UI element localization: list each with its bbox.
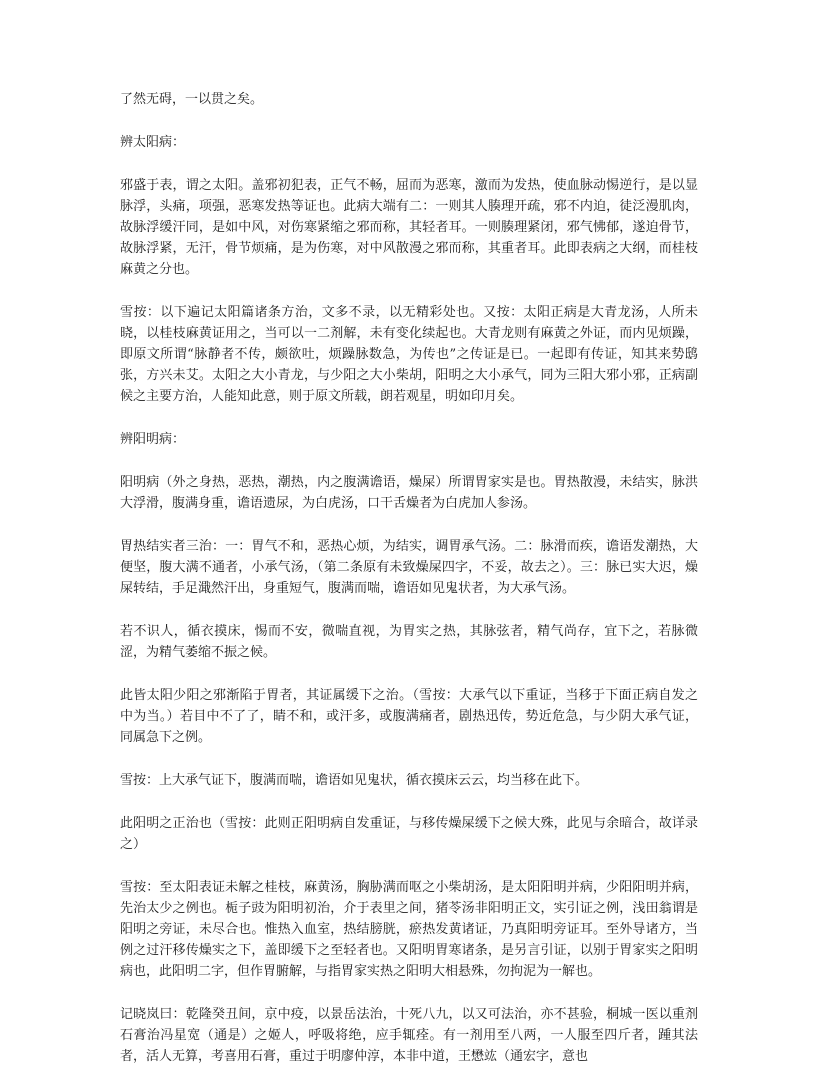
paragraph-ji-xiaolan: 记晓岚曰：乾隆癸丑间，京中疫，以景岳法治，十死八九，以又可法治，亦不甚验，桐城一医以重剂石膏治冯星宽（通是）之姬人，呼吸将绝，应手辄痊。有一剂用至八两，一人服至四斤者，踵其法者，活人无算，考喜用石膏，重过于明廖仲淳，本非中道，王懋竑（通宏字，意也 [120, 1007, 698, 1064]
paragraph-severe-signs: 若不识人，循衣摸床，惕而不安，微喘直视，为胃实之热，其脉弦者，精气尚存，宜下之，若脉微涩，为精气萎缩不振之候。 [120, 624, 698, 660]
document-body [120, 89, 698, 1089]
paragraph-xue-note-move: 雪按：上大承气证下，腹满而喘，谵语如见鬼状，循衣摸床云云，均当移在此下。 [120, 773, 589, 788]
paragraph-slow-purgation: 此皆太阳少阳之邪渐陷于胃者，其证属缓下之治。（雪按：大承气以下重证，当移于下面正病自发之中为当。）若目中不了了，睛不和，或汗多，或腹满痛者，剧热迅传，势近危急，与少阴大承气证，同属急下之例。 [120, 688, 698, 745]
paragraph-taiyang-definition: 邪盛于表，谓之太阳。盖邪初犯表，正气不畅，屈而为恶寒，激而为发热，使血脉动惕逆行，是以显脉浮，头痛，项强，恶寒发热等证也。此病大端有二：一则其人腠理开疏，邪不内迫，徒泛漫肌肉，故脉浮缓汗同，是如中风，对伤寒紧缩之邪而称，其轻者耳。一则腠理紧闭，邪气怫郁，遂迫骨节，故脉浮紧，无汗，骨节烦痛，是为伤寒，对中风散漫之邪而称，其重者耳。此即表病之大纲，而桂枝麻黄之分也。 [120, 178, 698, 277]
section-heading-taiyang: 辨太阳病： [120, 135, 186, 150]
paragraph-proper-treatment: 此阳明之正治也（雪按：此则正阳明病自发重证，与移传燥屎缓下之候大殊，此见与余暗合，故详录之） [120, 816, 698, 852]
paragraph-three-treatments: 胃热结实者三治：一：胃气不和，恶热心烦，为结实，调胃承气汤。二：脉滑而疾，谵语发潮热，大便坚，腹大满不通者，小承气汤，（第二条原有未致燥屎四字，不妥，故去之）。三：脉已实大迟，燥屎转结，手足濈然汗出，身重短气，腹满而喘，谵语如见鬼状者，为大承气汤。 [120, 539, 698, 596]
paragraph-continuation: 了然无碍，一以贯之矣。 [120, 92, 264, 107]
paragraph-yangming-definition: 阳明病（外之身热，恶热，潮热，内之腹满谵语，燥屎）所谓胃家实是也。胃热散漫，未结实，脉洪大浮滑，腹满身重，谵语遗尿，为白虎汤，口干舌燥者为白虎加人参汤。 [120, 475, 698, 511]
paragraph-xue-note-taiyang: 雪按：以下遍记太阳篇诸条方治，文多不录，以无精彩处也。又按：太阳正病是大青龙汤，人所未晓，以桂枝麻黄证用之，当可以一二剂解，未有变化续起也。大青龙则有麻黄之外证，而内见烦躁，即原文所谓“脉静者不传，颇欲吐，烦躁脉数急，为传也”之传证是已。一起即有传证，知其来势鸱张，方兴未艾。太阳之大小青龙，与少阳之大小柴胡，阳明之大小承气，同为三阳大邪小邪，正病副候之主要方治，人能知此意，则于原文所载，朗若观星，明如印月矣。 [120, 305, 698, 404]
section-heading-yangming: 辨阳明病： [120, 432, 186, 447]
paragraph-xue-note-combined: 雪按：至太阳表证未解之桂枝，麻黄汤，胸胁满而呕之小柴胡汤，是太阳阳明并病，少阳阳明并病，先治太少之例也。栀子豉为阳明初治，介于表里之间，猪苓汤非阳明正文，实引证之例，浅田翁谓是阳明之旁证，未尽合也。惟热入血室，热结膀胱，瘀热发黄诸证，乃真阳明旁证耳。至外导诸方，当例之过汗移传燥实之下，盖即缓下之至轻者也。又阳明胃寒诸条，是另言引证，以别于胃家实之阳明病也，此阳明二字，但作胃腑解，与指胃家实热之阳明大相悬殊，勿拘泥为一解也。 [120, 880, 698, 979]
